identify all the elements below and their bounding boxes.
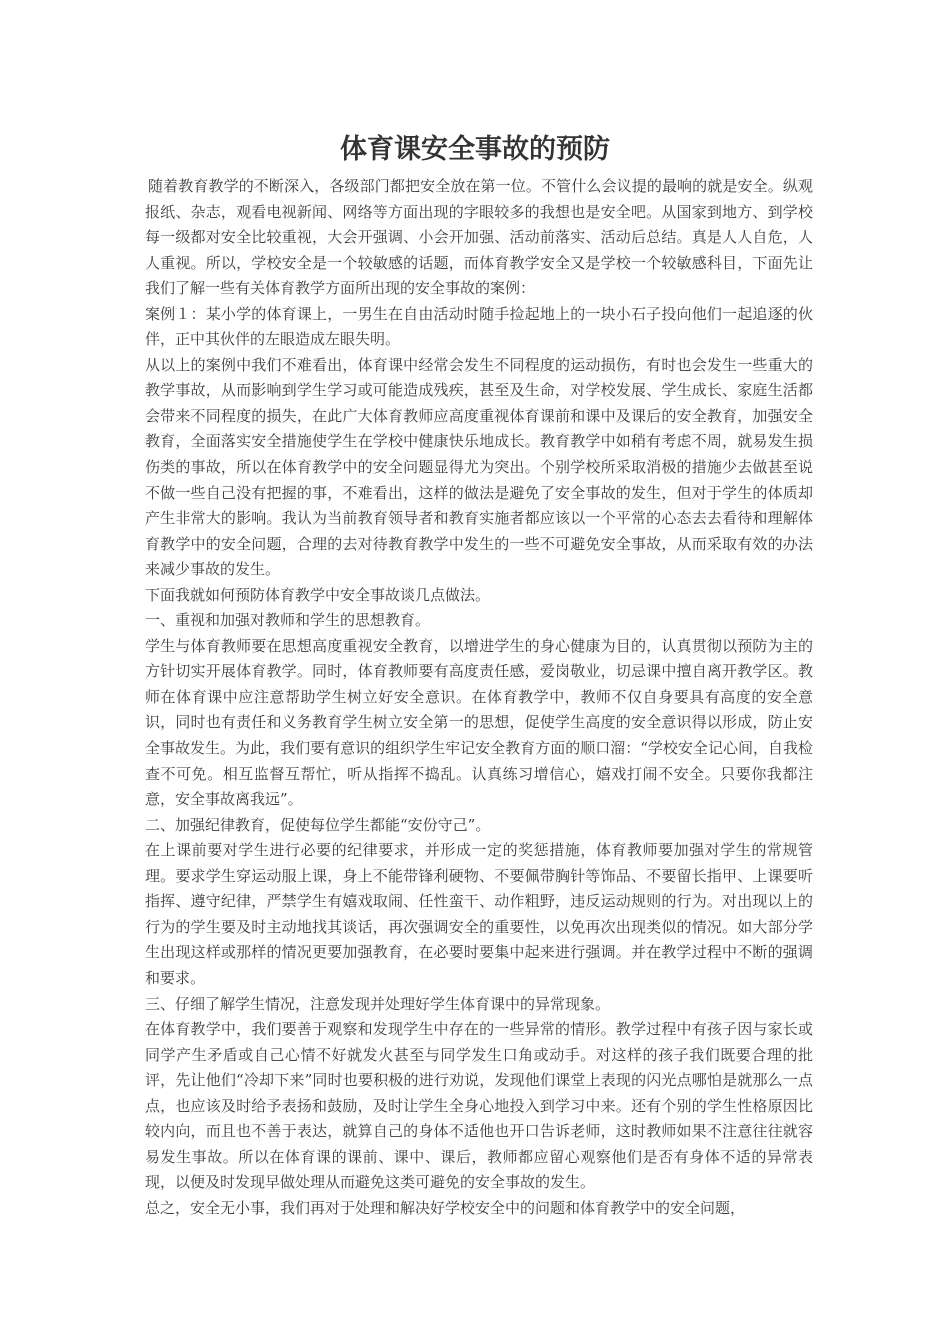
conclusion-paragraph: 总之，安全无小事，我们再对于处理和解决好学校安全中的问题和体育教学中的安全问题， [145, 1198, 746, 1217]
section-2-paragraph: 在上课前要对学生进行必要的纪律要求，并形成一定的奖惩措施，体育教师要加强对学生的常规管理。要求学生穿运动服上课，身上不能带锋利硬物、不要佩带胸针等饰品、不要留长指甲、上课要听指挥、遵守纪律，严禁学生有嬉戏取闹、任性蛮干、动作粗野，违反运动规则的行为。对出现以上的行为的学生要及时主动地找其谈话，再次强调安全的重要性，以免再次出现类似的情况。如大部分学生出现这样或那样的情况更要加强教育，在必要时要集中起来进行强调。并在教学过程中不断的强调和要求。 [145, 841, 813, 987]
case-paragraph: 案例１：某小学的体育课上，一男生在自由活动时随手捡起地上的一块小石子投向他们一起追逐的伙伴，正中其伙伴的左眼造成左眼失明。 [145, 304, 813, 349]
document-body [145, 174, 813, 1221]
section-heading-3: 三、仔细了解学生情况，注意发现并处理好学生体育课中的异常现象。 [145, 994, 611, 1013]
methods-intro-paragraph: 下面我就如何预防体育教学中安全事故谈几点做法。 [145, 585, 491, 604]
section-3-paragraph: 在体育教学中，我们要善于观察和发现学生中存在的一些异常的情形。教学过程中有孩子因与家长或同学产生矛盾或自己心情不好就发火甚至与同学发生口角或动手。对这样的孩子我们既要合理的批评，先让他们“冷却下来”同时也要积极的进行劝说，发现他们课堂上表现的闪光点哪怕是就那么一点点，也应该及时给予表扬和鼓励，及时让学生全身心地投入到学习中来。还有个别的学生性格原因比较内向，而且也不善于表达，就算自己的身体不适他也开口告诉老师，这时教师如果不注意往往就容易发生事故。所以在体育课的课前、课中、课后，教师都应留心观察他们是否有身体不适的异常表现，以便及时发现早做处理从而避免这类可避免的安全事故的发生。 [145, 1020, 813, 1192]
section-heading-1: 一、重视和加强对教师和学生的思想教育。 [145, 611, 431, 630]
document-title: 体育课安全事故的预防 [340, 134, 610, 165]
intro-paragraph: 随着教育教学的不断深入，各级部门都把安全放在第一位。不管什么会议提的最响的就是安全。纵观报纸、杂志，观看电视新闻、网络等方面出现的字眼较多的我想也是安全吧。从国家到地方、到学校每一级都对安全比较重视，大会开强调、小会开加强、活动前落实、活动后总结。真是人人自危，人人重视。所以，学校安全是一个较敏感的话题，而体育教学安全又是学校一个较敏感科目，下面先让我们了解一些有关体育教学方面所出现的安全事故的案例： [145, 177, 813, 298]
section-heading-2: 二、加强纪律教育，促使每位学生都能“安份守己”。 [145, 815, 491, 834]
analysis-paragraph: 从以上的案例中我们不难看出，体育课中经常会发生不同程度的运动损伤，有时也会发生一些重大的教学事故，从而影响到学生学习或可能造成残疾，甚至及生命，对学校发展、学生成长、家庭生活都会带来不同程度的损失，在此广大体育教师应高度重视体育课前和课中及课后的安全教育，加强安全教育，全面落实安全措施使学生在学校中健康快乐地成长。教育教学中如稍有考虑不周，就易发生损伤类的事故，所以在体育教学中的安全问题显得尤为突出。个别学校所采取消极的措施少去做甚至说不做一些自己没有把握的事，不难看出，这样的做法是避免了安全事故的发生，但对于学生的体质却产生非常大的影响。我认为当前教育领导者和教育实施者都应该以一个平常的心态去去看待和理解体育教学中的安全问题，合理的去对待教育教学中发生的一些不可避免安全事故，从而采取有效的办法来减少事故的发生。 [145, 355, 813, 579]
section-1-paragraph: 学生与体育教师要在思想高度重视安全教育，以增进学生的身心健康为目的，认真贯彻以预防为主的方针切实开展体育教学。同时，体育教师要有高度责任感，爱岗敬业，切忌课中擅自离开教学区。教师在体育课中应注意帮助学生树立好安全意识。在体育教学中，教师不仅自身要具有高度的安全意识，同时也有责任和义务教育学生树立安全第一的思想，促使学生高度的安全意识得以形成，防止安全事故发生。为此，我们要有意识的组织学生牢记安全教育方面的顺口溜：“学校安全记心间，自我检查不可免。相互监督互帮忙，听从指挥不捣乱。认真练习增信心，嬉戏打闹不安全。只要你我都注意，安全事故离我远”。 [145, 636, 813, 809]
